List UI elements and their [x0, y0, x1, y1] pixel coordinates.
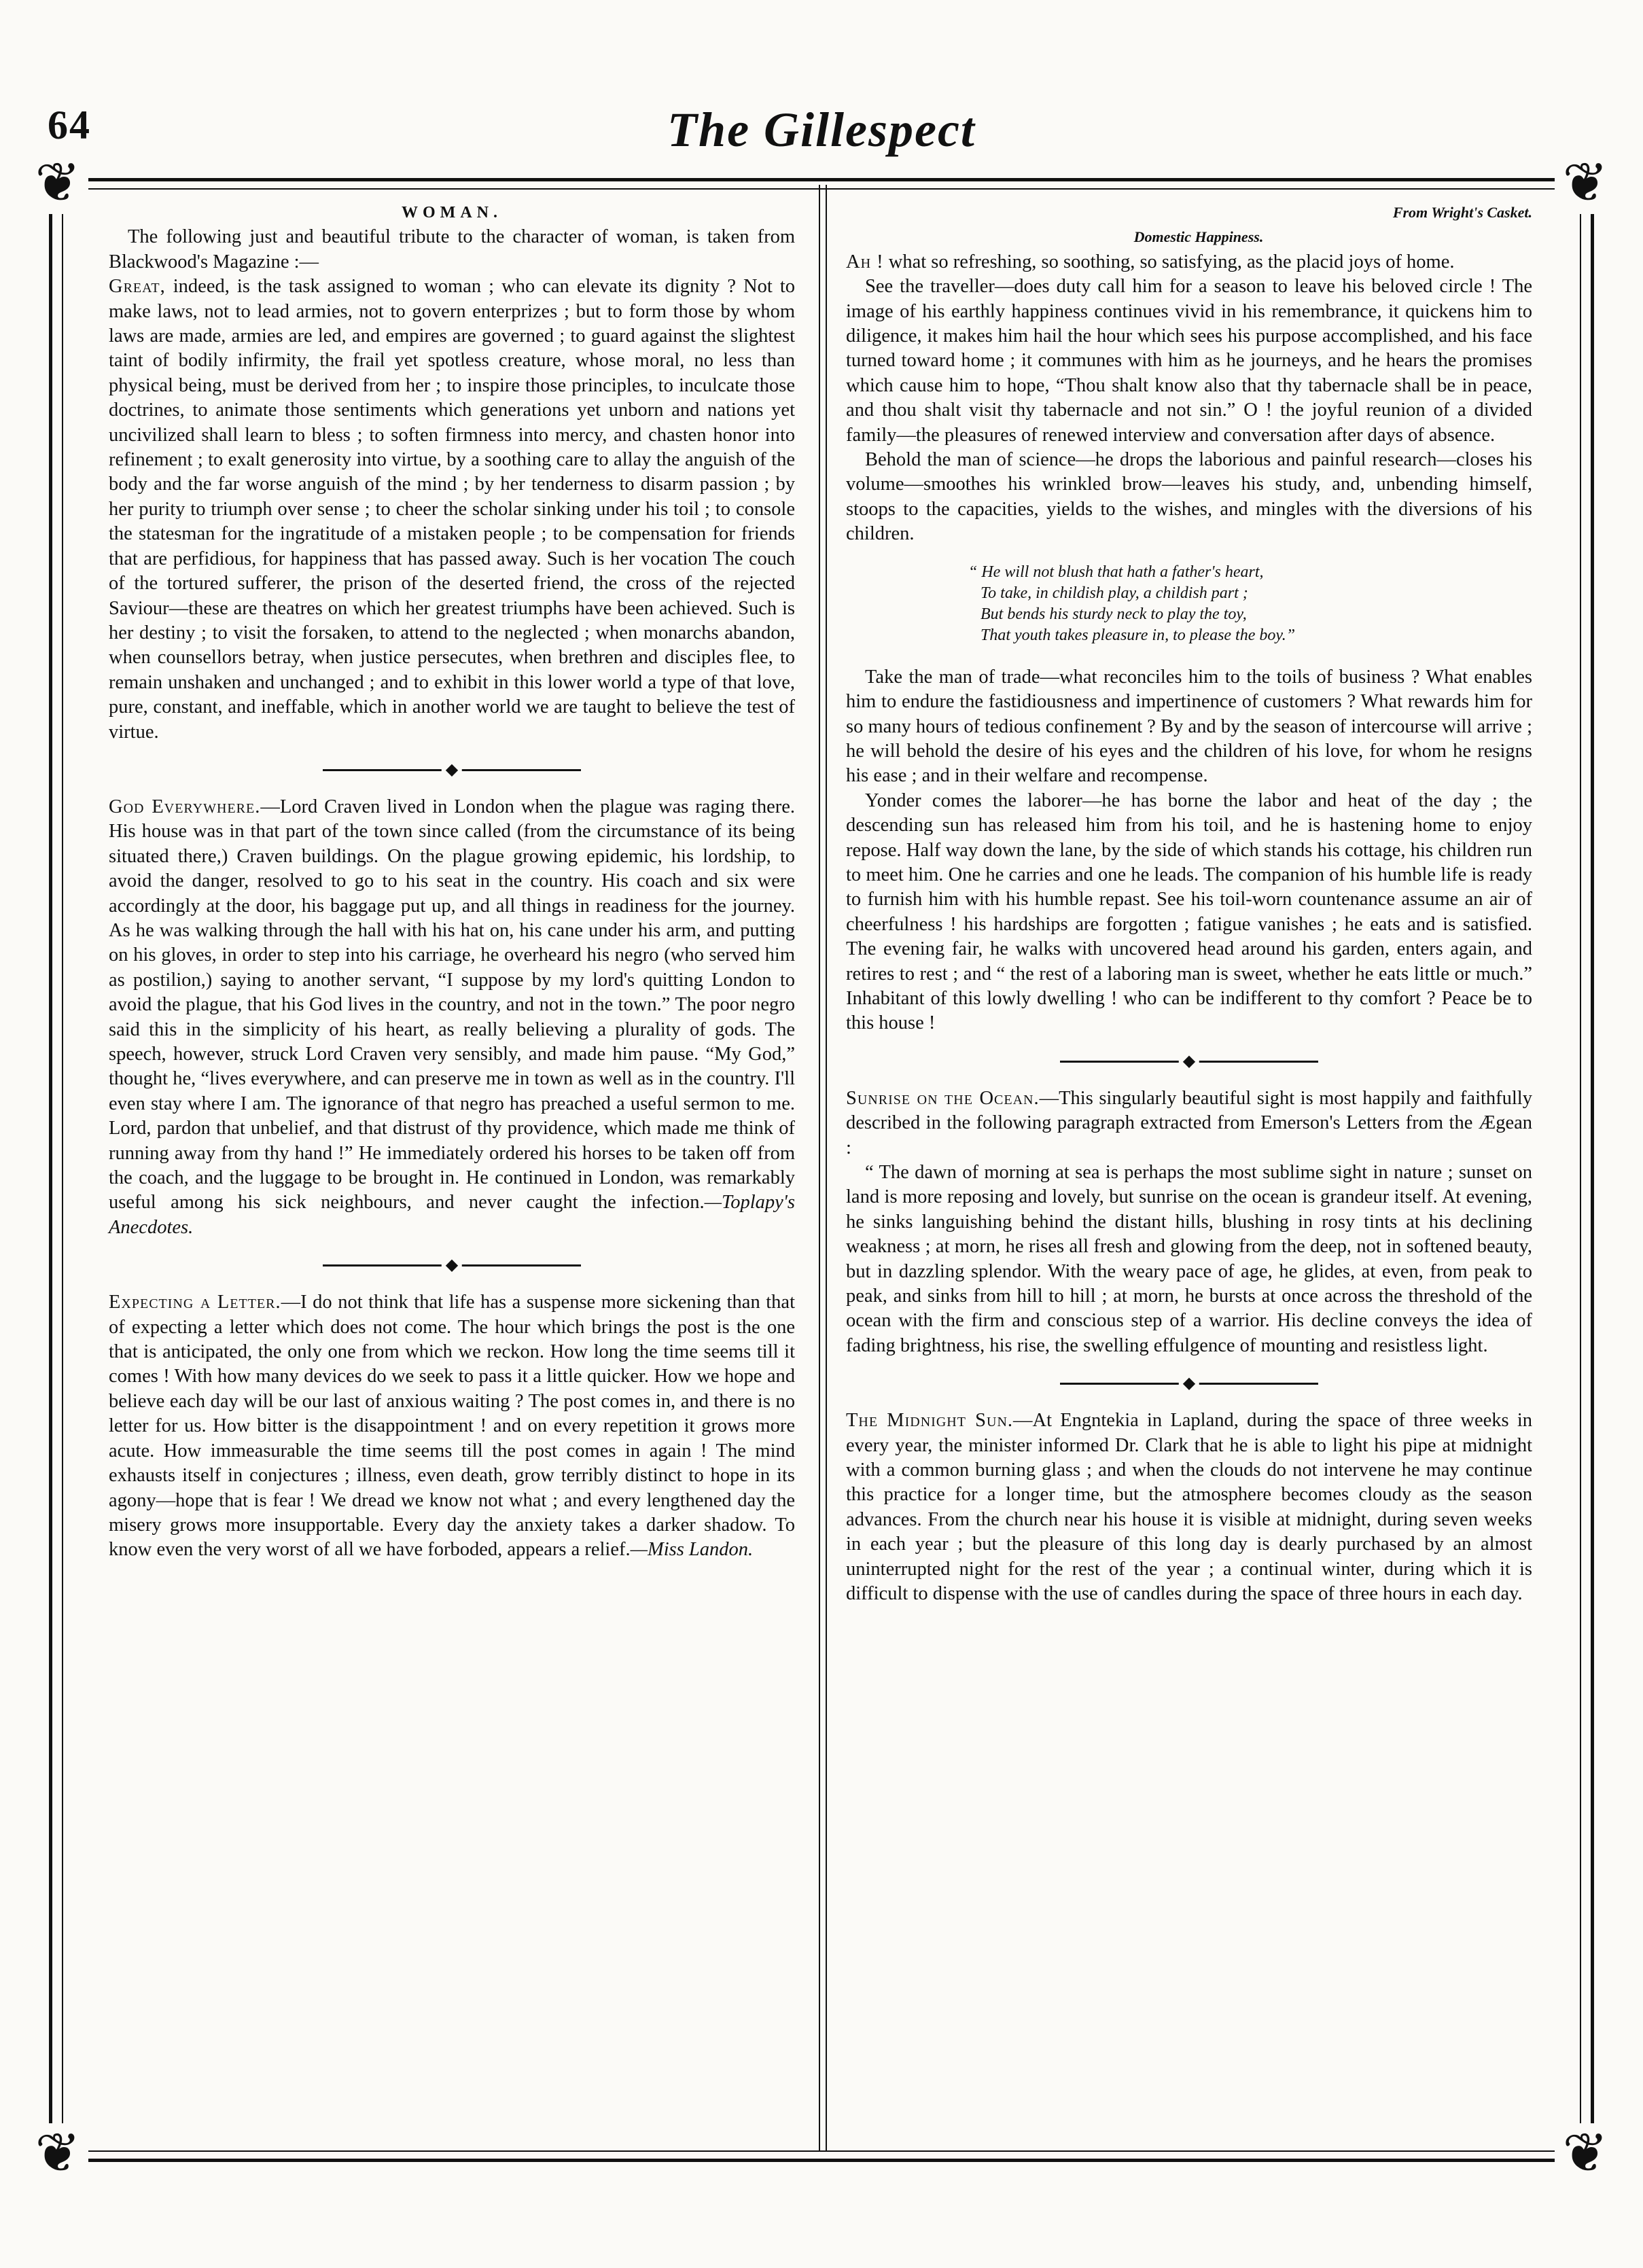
- right-column: [846, 200, 1532, 1607]
- article-heading: WOMAN.: [402, 204, 502, 222]
- body-text: —At Engntekia in Lapland, during the space of three weeks in every year, the minister informed Dr. Clark that he is able to light his pipe at midnight with a common burning glass ; and when the clouds do not intervene he may continue this practice for a longer time, but the atmosphere becomes cloudy as the season advances. From the church near his house it is visible at midnight, during seven weeks in each year ; but the pleasure of this long day is dearly purchased by an almost uninterrupted night for the rest of the year ; a continual winter, during which it is difficult to dispense with the use of candles during the space of three hours in each day.: [846, 1410, 1532, 1605]
- lead-words: Ah !: [846, 251, 884, 272]
- divider-diamond-icon: ◆: [442, 1257, 462, 1273]
- corner-ornament-icon: ❦: [27, 153, 88, 214]
- column-divider-rule: [819, 185, 827, 2150]
- article-body: See the traveller—does duty call him for a season to leave his beloved circle ! The image of his earthly happiness continues vivid in his remembrance, it quickens him to diligence, it makes him hail the hour which sees his purpose accomplished, and his face turned toward home ; it communes with him as he journeys, and he hears the promises which cause him to hope, “Thou shalt know also that thy tabernacle shall be in peace, and thou shalt visit thy tabernacle and not sin.” O ! the joyful reunion of a divided family—the pleasures of renewed interview and conversation after days of absence.: [846, 276, 1532, 446]
- article-sunrise-ocean: [846, 1086, 1532, 1358]
- article-midnight-sun: [846, 1408, 1532, 1606]
- lead-words: The Midnight Sun.: [846, 1410, 1014, 1432]
- divider-diamond-icon: ◆: [1179, 1053, 1199, 1069]
- lead-words: Great,: [109, 276, 166, 298]
- article-body: Behold the man of science—he drops the laborious and painful research—closes his volume—smoothes his wrinkled brow—leaves his study, and, unbending himself, stoops to the capacities, yields to the wishes, and mingles with the diversions of his children.: [846, 449, 1532, 545]
- article-god-everywhere: [109, 795, 795, 1240]
- section-divider: [323, 761, 581, 779]
- corner-ornament-icon: ❦: [1555, 2123, 1616, 2184]
- corner-ornament-icon: ❦: [27, 2123, 88, 2184]
- article-domestic-happiness: [846, 200, 1532, 1036]
- section-divider: [323, 1256, 581, 1274]
- body-text: —Lord Craven lived in London when the plague was raging there. His house was in that part of the town since called (from the circumstance of its being situated there,) Craven buildings. On the plague growing epidemic, his lordship, to avoid the danger, resolved to go to his seat in the country. His coach and six were accordingly at the door, his baggage put up, and all things in readiness for the journey. As he was walking through the hall with his hat on, his cane under his arm, and putting on his gloves, in order to step into his carriage, he overheard his negro (who served him as postilion,) saying to another servant, “I suppose by my lord's quitting London to avoid the plague, that his God lives in the country, and not in the town.” The poor negro said this in the simplicity of his heart, as really believing a plurality of gods. The speech, however, struck Lord Craven very sensibly, and made him pause. “My God,” thought he, “lives everywhere, and can preserve me in town as well as in the country. I'll even stay where I am. The ignorance of that negro has preached a useful sermon to me. Lord, pardon that unbelief, and that distrust of thy providence, which made me think of running away from thy hand !” He immediately ordered his horses to be taken off from the coach, and the luggage to be brought in. He continued in London, was remarkably useful among his sick neighbours, and never caught the infection.: [109, 796, 795, 1213]
- article-heading: Domestic Happiness.: [1133, 228, 1264, 246]
- article-body: [846, 1408, 1532, 1606]
- lead-words: God Everywhere.: [109, 796, 261, 817]
- article-body: [109, 274, 795, 745]
- poem-line: But bends his sturdy neck to play the toy,: [980, 605, 1247, 623]
- poem-line: To take, in childish play, a childish part ;: [980, 584, 1248, 602]
- section-divider: [1060, 1375, 1318, 1392]
- lead-words: Sunrise on the Ocean.: [846, 1087, 1040, 1109]
- poem-quote: [968, 562, 1532, 646]
- body-text: what so refreshing, so soothing, so satisfying, as the placid joys of home.: [883, 251, 1455, 272]
- corner-ornament-icon: ❦: [1555, 153, 1616, 214]
- article-body: [109, 795, 795, 1240]
- article-woman: [109, 200, 795, 745]
- poem-line: That youth takes pleasure in, to please the boy.”: [980, 626, 1296, 644]
- article-body: [109, 1290, 795, 1562]
- body-text: —This singularly beautiful sight is most happily and faithfully described in the following paragraph extracted from Emerson's Letters from the Ægean :: [846, 1087, 1532, 1158]
- page-number: 64: [48, 103, 91, 147]
- article-source: —Miss Landon.: [630, 1539, 754, 1561]
- poem-line: “ He will not blush that hath a father's heart,: [968, 563, 1264, 581]
- article-body: Yonder comes the laborer—he has borne the labor and heat of the day ; the descending sun has released him from his toil, and he is hastening home to enjoy repose. Half way down the lane, by the side of which stands his cottage, his children run to meet him. One he carries and one he leads. The companion of his humble life is ready to furnish him with his humble repast. See his toil-worn countenance assume an air of cheerfulness ! his hardships are forgotten ; fatigue vanishes ; he eats and is satisfied. The evening fair, he walks with uncovered head around his garden, enters again, and retires to rest ; and “ the rest of a laboring man is sweet, whether he eats little or much.” Inhabitant of this lowly dwelling ! who can be indifferent to thy comfort ? Peace be to this house !: [846, 790, 1532, 1034]
- article-expecting-letter: [109, 1290, 795, 1562]
- ornamental-border-right: [1580, 178, 1594, 2159]
- article-source: From Wright's Casket.: [1392, 204, 1532, 221]
- ornamental-border-bottom: [48, 2150, 1595, 2162]
- article-intro: The following just and beautiful tribute to the character of woman, is taken from Blackwood's Magazine :—: [109, 226, 795, 272]
- body-text: —I do not think that life has a suspense more sickening than that of expecting a letter which does not come. The hour which brings the post is the one that is anticipated, the only one from which we reckon. How long the time seems till it comes ! With how many devices do we seek to pass it a little quicker. How we hope and believe each day will be our last of anxious waiting ? The post comes in, and there is no letter for us. How bitter is the disappointment ! and on every repetition it grows more acute. How immeasurable the time seems till the post comes in again ! The mind exhausts itself in conjectures ; illness, even death, grow terribly distinct to hope in its agony—hope that is fear ! We dread we know not what ; and every lengthened day the misery grows more insupportable. Every day the anxiety takes a darker shadow. To know even the very worst of all we have forboded, appears a relief.: [109, 1292, 795, 1561]
- article-body: Take the man of trade—what reconciles him to the toils of business ? What enables him to endure the fastidiousness and impertinence of customers ? What rewards him for so many hours of tedious confinement ? By and by the season of intercourse will arrive ; he will behold the desire of his eyes and the children of his love, for whom he resigns his ease ; and in their welfare and recompense.: [846, 666, 1532, 787]
- divider-diamond-icon: ◆: [442, 762, 462, 778]
- body-text: indeed, is the task assigned to woman ; who can elevate its dignity ? Not to make laws, not to lead armies, not to govern enterprizes ; but to form those by whom laws are made, armies are led, and empires are governed ; to guard against the slightest taint of bodily infirmity, the frail yet spotless creature, whose moral, no less than physical being, must be derived from her ; to inspire those principles, to inculcate those doctrines, to animate those sentiments which generations yet unborn and nations yet uncivilized shall learn to bless ; to soften firmness into mercy, and chasten honor into refinement ; to exalt generosity into virtue, by a soothing care to allay the anguish of the body and the far worse anguish of the mind ; by her tenderness to disarm passion ; by her purity to triumph over sense ; to cheer the scholar sinking under his toil ; to console the statesman for the ingratitude of a mistaken people ; to be compensation for friends that are perfidious, for happiness that has passed away. Such is her vocation The couch of the tortured sufferer, the prison of the deserted friend, the cross of the rejected Saviour—these are theatres on which her greatest triumphs have been achieved. Such is her destiny ; to visit the forsaken, to attend to the neglected ; when monarchs abandon, when counsellors betray, when justice persecutes, when brethren and disciples flee, to remain unshaken and unchanged ; and to exhibit in this lower world a type of that love, pure, constant, and ineffable, which in another world we are taught to believe the test of virtue.: [109, 276, 795, 743]
- ornamental-border-left: [49, 178, 63, 2159]
- section-divider: [1060, 1052, 1318, 1070]
- divider-diamond-icon: ◆: [1179, 1375, 1199, 1392]
- masthead-title: The Gillespect: [667, 103, 976, 157]
- article-body: “ The dawn of morning at sea is perhaps the most sublime sight in nature ; sunset on land is more reposing and lovely, but sunrise on the ocean is grandeur itself. At evening, he sinks languishing behind the distant hills, blushing in rosy tints at his declining weakness ; at morn, he rises all fresh and glowing from the deep, not in softened beauty, but in dazzling splendor. With the weary pace of age, he glides, at even, from peak to peak, and sinks from hill to hill ; at morn, he bursts at once across the threshold of the ocean with the firm and conscious step of a warrior. His decline conveys the idea of fading brightness, his rise, the swelling effulgence of mounting and resistless light.: [846, 1162, 1532, 1356]
- left-column: [109, 200, 795, 1563]
- article-body: [846, 250, 1532, 274]
- article-source: —Toplapy's Anecdotes.: [109, 1192, 795, 1238]
- lead-words: Expecting a Letter.: [109, 1292, 281, 1313]
- article-body: [846, 1086, 1532, 1160]
